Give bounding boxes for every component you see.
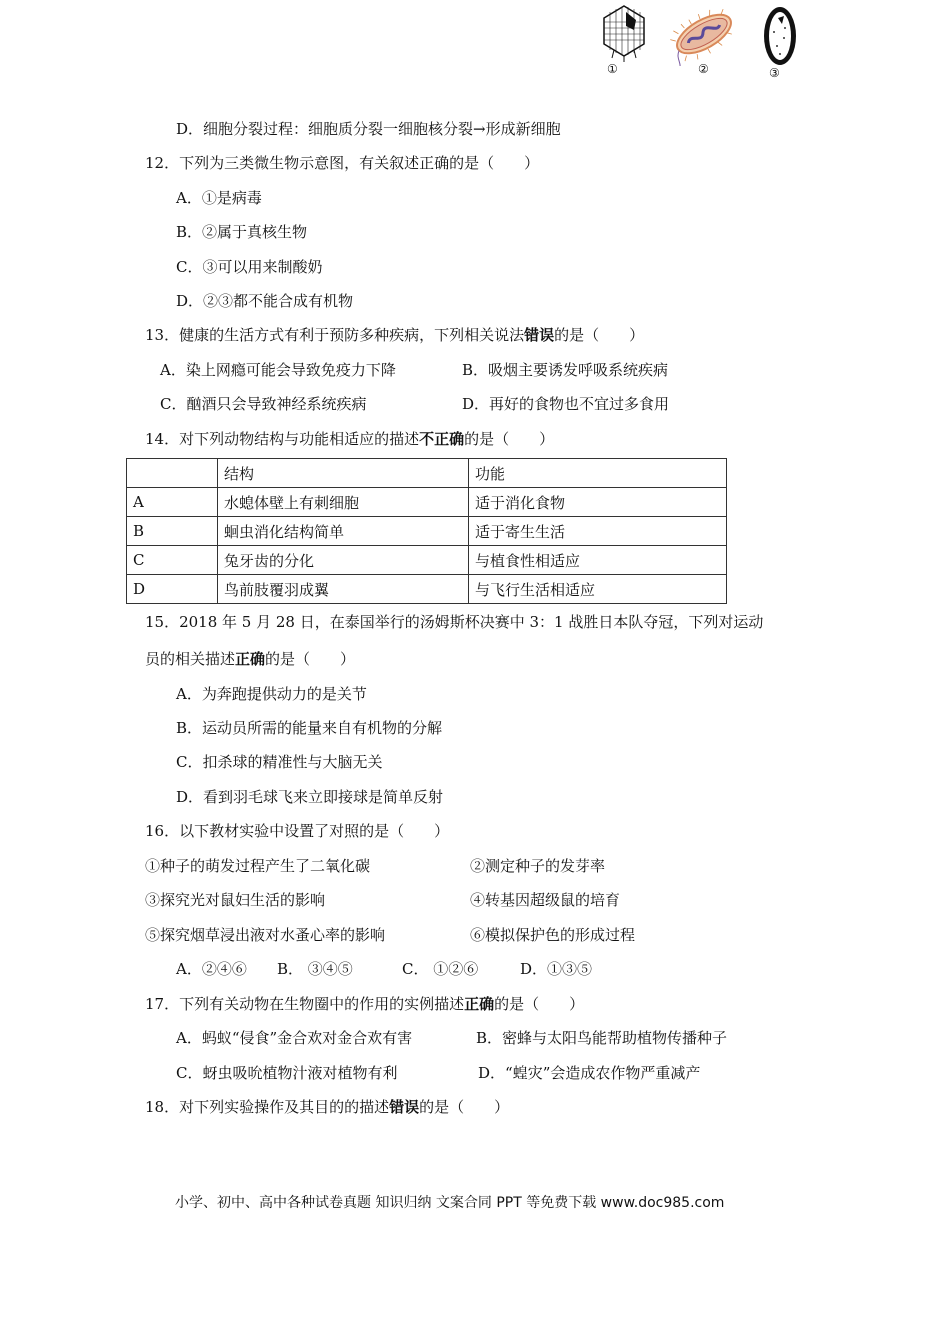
figure-label-1: ① <box>607 62 618 76</box>
figure-label-3: ③ <box>769 66 780 80</box>
table-cell: D <box>127 575 218 604</box>
q12-option-d: D．②③都不能合成有机物 <box>176 292 354 310</box>
q17-stem <box>145 994 584 1014</box>
q15-option-b: B．运动员所需的能量来自有机物的分解 <box>176 719 443 737</box>
q18-stem-post: 的是（ ） <box>419 1098 510 1116</box>
table-cell: 适于消化食物 <box>469 488 727 517</box>
q14-table <box>126 458 727 604</box>
q16-item-4: ④转基因超级鼠的培育 <box>470 891 621 909</box>
q16-option-a: A．②④⑥ <box>176 960 247 978</box>
q18-stem-pre: 18．对下列实验操作及其目的的描述 <box>145 1098 390 1116</box>
q11-option-d: D．细胞分裂过程：细胞质分裂一细胞核分裂→形成新细胞 <box>176 120 561 138</box>
microorganism-figures <box>600 4 820 80</box>
q16-item-6: ⑥模拟保护色的形成过程 <box>470 926 636 944</box>
table-header-cell <box>127 459 218 488</box>
footer-text: 小学、初中、高中各种试卷真题 知识归纳 文案合同 PPT 等免费下载 www.doc985.com <box>175 1195 725 1211</box>
table-cell: 蛔虫消化结构简单 <box>218 517 469 546</box>
q15-option-c: C．扣杀球的精准性与大脑无关 <box>176 753 383 771</box>
q13-option-d: D．再好的食物也不宜过多食用 <box>462 395 670 413</box>
q15-stem-bold: 正确 <box>235 650 266 668</box>
table-row <box>127 517 727 546</box>
q16-item-1: ①种子的萌发过程产生了二氧化碳 <box>145 857 371 875</box>
q18-stem <box>145 1097 509 1117</box>
table-cell: 兔牙齿的分化 <box>218 546 469 575</box>
q18-stem-bold: 错误 <box>389 1098 420 1116</box>
q12-stem: 12．下列为三类微生物示意图，有关叙述正确的是（ ） <box>145 154 540 172</box>
q15-stem-line1: 15．2018 年 5 月 28 日，在泰国举行的汤姆斯杯决赛中 3：1 战胜日本队夺冠，下列对运动 <box>145 613 764 631</box>
q13-stem-pre: 13．健康的生活方式有利于预防多种疾病，下列相关说法 <box>145 326 525 344</box>
q17-stem-post: 的是（ ） <box>494 995 585 1013</box>
q16-option-d: D．①③⑤ <box>520 960 593 978</box>
table-cell: B <box>127 517 218 546</box>
table-header-cell: 结构 <box>218 459 469 488</box>
q15-stem-post: 的是（ ） <box>265 650 356 668</box>
table-header-cell: 功能 <box>469 459 727 488</box>
table-row <box>127 546 727 575</box>
q15-stem-pre: 员的相关描述 <box>145 650 236 668</box>
q13-option-b: B．吸烟主要诱发呼吸系统疾病 <box>462 361 669 379</box>
q13-stem <box>145 325 644 345</box>
q15-option-d: D．看到羽毛球飞来立即接球是简单反射 <box>176 788 444 806</box>
q15-stem-line2 <box>145 649 355 669</box>
q17-option-b: B．密蜂与太阳鸟能帮助植物传播种子 <box>476 1029 728 1047</box>
q16-item-2: ②测定种子的发芽率 <box>470 857 606 875</box>
q13-stem-bold: 错误 <box>524 326 555 344</box>
table-cell: 鸟前肢覆羽成翼 <box>218 575 469 604</box>
q14-stem <box>145 429 554 449</box>
table-cell: 与飞行生活相适应 <box>469 575 727 604</box>
q14-stem-bold: 不正确 <box>419 430 465 448</box>
yeast-figure <box>760 4 800 70</box>
q17-option-a: A．蚂蚁“侵食”金合欢对金合欢有害 <box>176 1029 413 1047</box>
q17-option-d: D．“蝗灾”会造成农作物严重减产 <box>478 1064 701 1082</box>
q12-option-b: B．②属于真核生物 <box>176 223 308 241</box>
q17-stem-pre: 17．下列有关动物在生物圈中的作用的实例描述 <box>145 995 465 1013</box>
table-row <box>127 575 727 604</box>
q14-stem-post: 的是（ ） <box>464 430 555 448</box>
q13-option-a: A．染上网瘾可能会导致免疫力下降 <box>160 361 396 379</box>
table-cell: 适于寄生生活 <box>469 517 727 546</box>
q16-stem: 16．以下教材实验中设置了对照的是（ ） <box>145 822 450 840</box>
q16-option-c: C． ①②⑥ <box>402 960 479 978</box>
table-header-row <box>127 459 727 488</box>
table-row <box>127 488 727 517</box>
table-cell: C <box>127 546 218 575</box>
q16-option-b: B． ③④⑤ <box>277 960 353 978</box>
q17-stem-bold: 正确 <box>464 995 495 1013</box>
q15-option-a: A．为奔跑提供动力的是关节 <box>176 685 367 703</box>
q16-item-3: ③探究光对鼠妇生活的影响 <box>145 891 326 909</box>
q13-option-c: C．酗酒只会导致神经系统疾病 <box>160 395 367 413</box>
q14-stem-pre: 14．对下列动物结构与功能相适应的描述 <box>145 430 420 448</box>
q12-option-a: A．①是病毒 <box>176 189 262 207</box>
q16-item-5: ⑤探究烟草浸出液对水蚤心率的影响 <box>145 926 386 944</box>
q17-option-c: C．蚜虫吸吮植物汁液对植物有利 <box>176 1064 398 1082</box>
virus-figure <box>600 4 648 66</box>
table-cell: 水螅体壁上有刺细胞 <box>218 488 469 517</box>
q13-stem-post: 的是（ ） <box>554 326 645 344</box>
table-cell: 与植食性相适应 <box>469 546 727 575</box>
bacterium-figure <box>668 4 740 66</box>
q12-option-c: C．③可以用来制酸奶 <box>176 258 323 276</box>
figure-label-2: ② <box>698 62 709 76</box>
table-cell: A <box>127 488 218 517</box>
